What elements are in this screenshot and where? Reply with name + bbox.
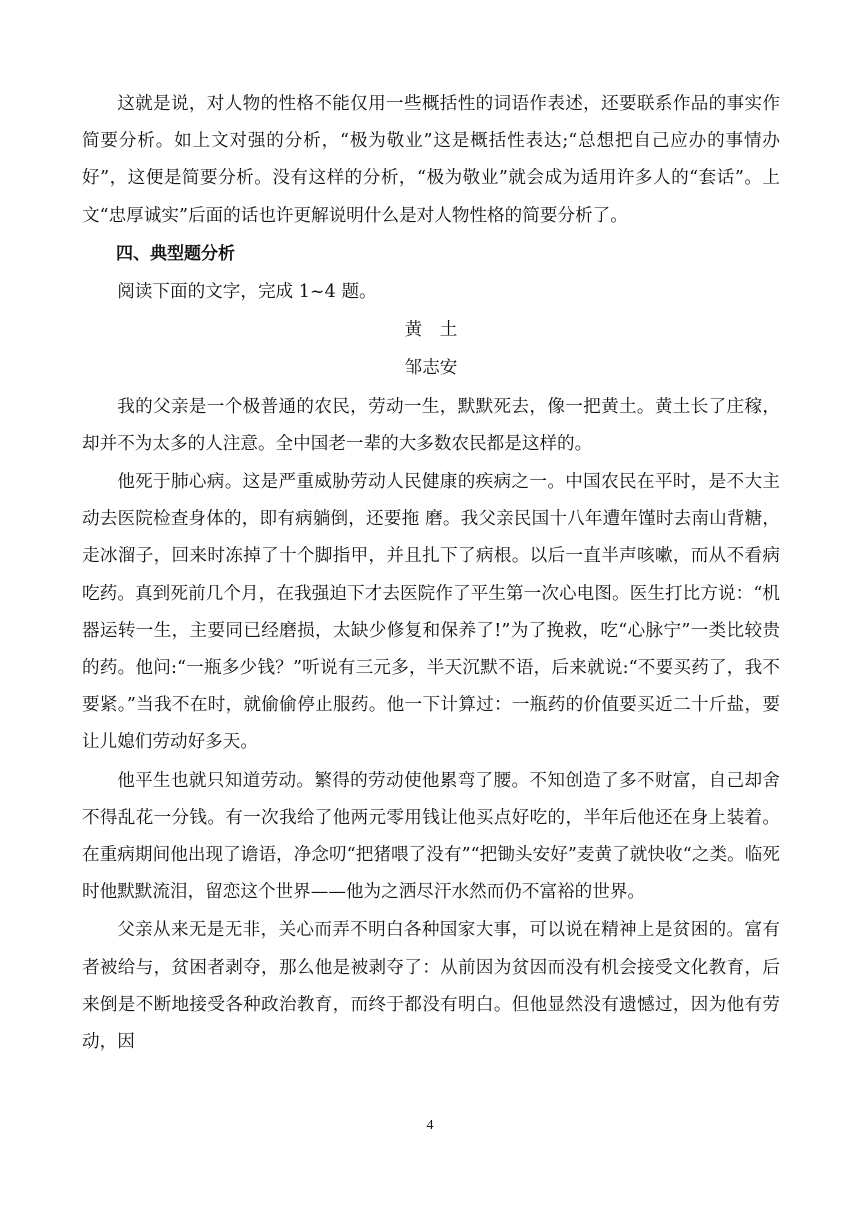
section-heading: 四、典型题分析 (116, 243, 235, 264)
body-text (82, 86, 780, 1061)
paragraph-analysis-summary: 这就是说，对人物的性格不能仅用一些概括性的词语作表述，还要联系作品的事实作简要分析。如上文对强的分析，“极为敬业”这是概括性表达;“总想把自己应办的事情办好”，这便是简要分析。没有这样的分析，“极为敬业”就会成为适用许多人的“套话”。上文“忠厚诚实”后面的话也许更解说明什么是对人物性格的简要分析了。 (82, 94, 780, 226)
article-title: 黄 土 (404, 320, 458, 341)
article-author: 邹志安 (404, 358, 458, 379)
paragraph-labor: 他平生也就只知道劳动。繁得的劳动使他累弯了腰。不知创造了多不财富，自己却舍不得乱花一分钱。有一次我给了他两元零用钱让他买点好吃的，半年后他还在身上装着。在重病期间他出现了谵语，净念叨“把猪喂了没有”“把锄头安好”麦黄了就快收“之类。临死时他默默流泪，留恋这个世界——他为之洒尽汗水然而仍不富裕的世界。 (82, 770, 780, 903)
paragraph-illness: 他死于肺心病。这是严重威胁劳动人民健康的疾病之一。中国农民在平时，是不大主动去医院检查身体的，即有病躺倒，还要拖 磨。我父亲民国十八年遭年馑时去南山背糖，走冰溜子，回来时冻掉了十个脚指甲，并且扎下了病根。以后一直半声咳嗽，而从不看病吃药。真到死前几个月，在我强迫下才去医院作了平生第一次心电图。医生打比方说：“机器运转一生，主要同已经磨损，太缺少修复和保养了!”为了挽救，吃“心脉宁”一类比较贵的药。他问:“一瓶多少钱？”听说有三元多，半天沉默不语，后来就说:“不要买药了，我不要紧。”当我不在时，就偷偷停止服药。他一下计算过：一瓶药的价值要买近二十斤盐，要让儿媳们劳动好多天。 (82, 472, 780, 753)
reading-instruction: 阅读下面的文字，完成 1~4 题。 (117, 282, 377, 303)
page-number: 4 (426, 1118, 434, 1133)
paragraph-spiritual-poverty: 父亲从来无是无非，关心而弄不明白各种国家大事，可以说在精神上是贫困的。富有者被给与，贫困者剥夺，那么他是被剥夺了：从前因为贫因而没有机会接受文化教育，后来倒是不断地接受各种政治教育，而终于都没有明白。但他显然没有遗憾过，因为他有劳动，因 (82, 920, 780, 1053)
paragraph-father-intro: 我的父亲是一个极普通的农民，劳动一生，默默死去，像一把黄土。黄土长了庄稼，却并不为太多的人注意。全中国老一辈的大多数农民都是这样的。 (82, 396, 780, 454)
